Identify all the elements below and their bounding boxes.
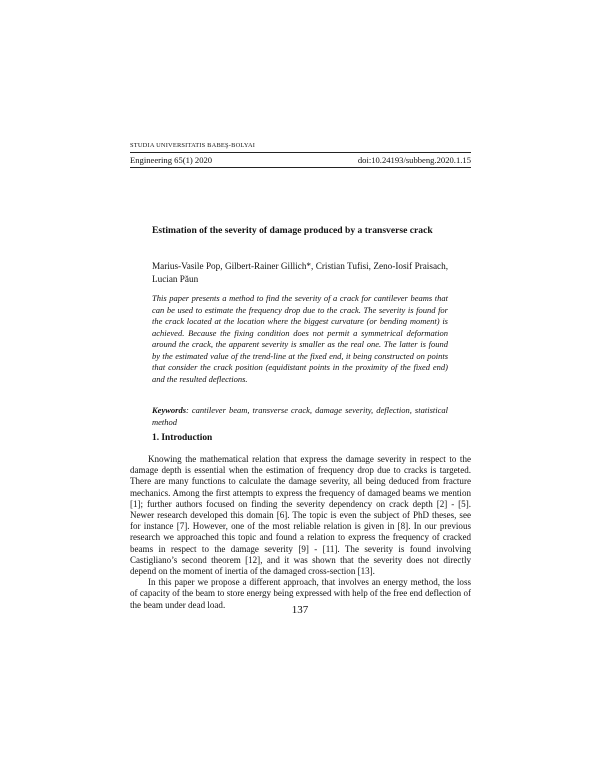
journal-volume: Engineering 65(1) 2020 [130, 155, 213, 165]
doi-text: doi:10.24193/subbeng.2020.1.15 [357, 155, 471, 165]
keywords-text: : cantilever beam, transverse crack, damage severity, deflection, statistical method [152, 405, 448, 427]
header-rule-top [130, 152, 471, 153]
section-heading: 1. Introduction [152, 433, 213, 443]
body-paragraph: Knowing the mathematical relation that express the damage severity in respect to the damage depth is essential when the estimation of frequency drop due to cracks is targeted. There are many functions to calculate the damage severity, all being deduced from fracture mechanics. Among the first attempts to express the frequency of damaged beams we mention [1]; further authors focused on finding the severity dependency on crack depth [2] - [5]. Newer research developed this domain [6]. The topic is even the subject of PhD theses, see for instance [7]. However, one of the most reliable relation is given in [8]. In our previous research we approached this topic and found a relation to express the frequency of cracked beams in respect to the damage severity [9] - [11]. The severity is found involving Castigliano’s second theorem [12], and it was shown that the severity does not directly depend on the moment of inertia of the damaged cross-section [13]. [130, 454, 471, 577]
abstract: This paper presents a method to find the severity of a crack for cantilever beams that can be used to estimate the frequency drop due to the crack. The severity is found for the crack located at the location where the biggest curvature (or bending moment) is achieved. Because the fixing condition does not permit a symmetrical deformation around the crack, the apparent severity is smaller as the real one. The latter is found by the estimated value of the trend-line at the fixed end, it being constructed on points that consider the crack position (equidistant points in the proximity of the fixed end) and the resulted deflections. [152, 293, 448, 384]
author-list: Marius-Vasile Pop, Gilbert-Rainer Gillich*, Cristian Tufisi, Zeno-Iosif Praisach, Lucian Păun [152, 261, 448, 284]
keywords [152, 405, 448, 428]
section-body [130, 454, 471, 611]
paper-title: Estimation of the severity of damage produced by a transverse crack [152, 225, 433, 236]
page-number: 137 [291, 604, 309, 616]
header-rule-bottom [130, 167, 471, 168]
body-paragraph: In this paper we propose a different approach, that involves an energy method, the loss of capacity of the beam to store energy being expressed with help of the free end deflection of the beam under dead load. [130, 577, 471, 610]
keywords-label: Keywords [152, 405, 186, 415]
journal-name: STUDIA UNIVERSITATIS BABEŞ-BOLYAI [130, 142, 256, 149]
